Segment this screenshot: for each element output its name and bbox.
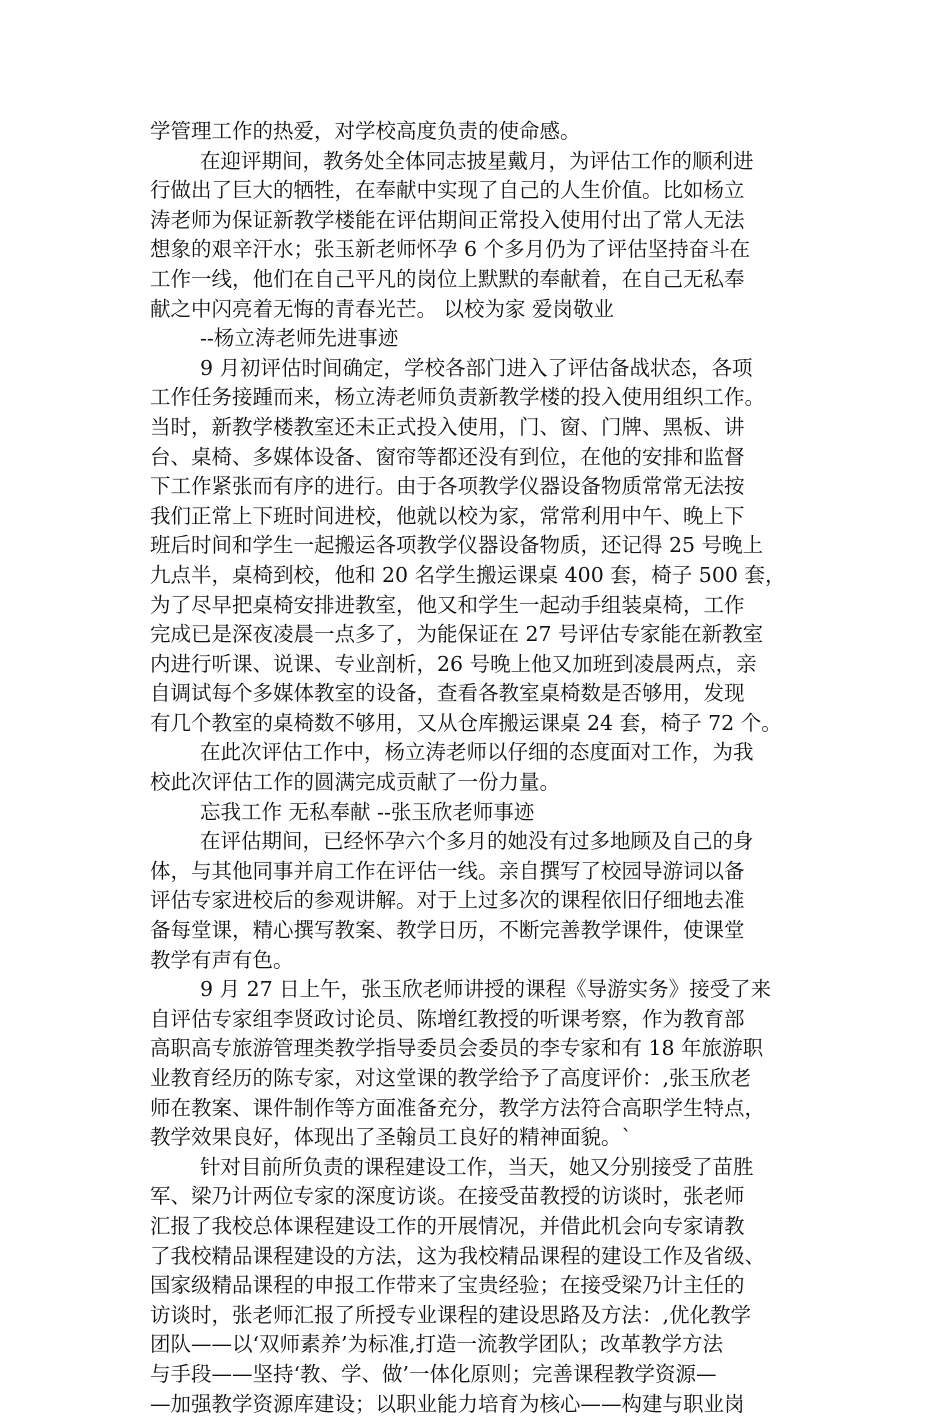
text-line: 台、桌椅、多媒体设备、窗帘等都还没有到位，在他的安排和监督: [150, 444, 745, 469]
text-line: 工作一线，他们在自己平凡的岗位上默默的奉献着，在自己无私奉: [150, 266, 745, 291]
text-line: 我们正常上下班时间进校，他就以校为家，常常利用中午、晚上下: [150, 503, 745, 528]
text-line: 涛老师为保证新教学楼能在评估期间正常投入使用付出了常人无法: [150, 207, 745, 232]
text-line: 汇报了我校总体课程建设工作的开展情况，并借此机会向专家请教: [150, 1213, 745, 1238]
text-line: 了我校精品课程建设的方法，这为我校精品课程的建设工作及省级、: [150, 1243, 765, 1268]
text-line: 完成已是深夜凌晨一点多了，为能保证在 27 号评估专家能在新教室: [150, 622, 764, 647]
text-line: 在此次评估工作中，杨立涛老师以仔细的态度面对工作，为我: [200, 740, 754, 765]
text-line: 业教育经历的陈专家，对这堂课的教学给予了高度评价：,张玉欣老: [150, 1066, 752, 1090]
text-line: 教学效果良好，体现出了圣翰员工良好的精神面貌。`: [150, 1125, 632, 1150]
text-line: 9 月初评估时间确定，学校各部门进入了评估备战状态，各项: [200, 355, 753, 380]
text-line: 有几个教室的桌椅数不够用，又从仓库搬运课桌 24 套，椅子 72 个。: [150, 710, 782, 735]
text-line: 团队——以‘双师素养’为标准,打造一流教学团队；改革教学方法: [150, 1332, 724, 1357]
text-line: --杨立涛老师先进事迹: [200, 326, 399, 351]
text-line: 访谈时，张老师汇报了所授专业课程的建设思路及方法：,优化教学: [150, 1302, 752, 1327]
text-line: 为了尽早把桌椅安排进教室，他又和学生一起动手组装桌椅，工作: [150, 592, 745, 617]
body-text: [150, 117, 810, 1419]
text-line: 师在教案、课件制作等方面准备充分，教学方法符合高职学生特点，: [150, 1095, 765, 1120]
text-line: 针对目前所负责的课程建设工作，当天，她又分别接受了苗胜: [200, 1154, 754, 1179]
text-line: 评估专家进校后的参观讲解。对于上过多次的课程依旧仔细地去准: [150, 888, 745, 913]
text-line: 备每堂课，精心撰写教案、教学日历，不断完善教学课件，使课堂: [150, 918, 745, 943]
text-line: 自评估专家组李贤政讨论员、陈增红教授的听课考察，作为教育部: [150, 1006, 745, 1031]
text-line: 高职高专旅游管理类教学指导委员会委员的李专家和有 18 年旅游职: [150, 1036, 764, 1061]
text-line: 忘我工作 无私奉献 --张玉欣老师事迹: [200, 799, 535, 824]
text-line: 与手段——坚持‘教、学、做’一体化原则；完善课程教学资源—: [150, 1361, 717, 1386]
text-line: —加强教学资源库建设；以职业能力培育为核心——构建与职业岗: [150, 1391, 745, 1416]
text-line: 工作任务接踵而来，杨立涛老师负责新教学楼的投入使用组织工作。: [150, 385, 765, 410]
text-line: 9 月 27 日上午，张玉欣老师讲授的课程《导游实务》接受了来: [200, 977, 772, 1002]
text-line: 下工作紧张而有序的进行。由于各项教学仪器设备物质常常无法按: [150, 474, 745, 499]
text-line: 学管理工作的热爱，对学校高度负责的使命感。: [150, 119, 581, 143]
text-line: 国家级精品课程的申报工作带来了宝贵经验；在接受梁乃计主任的: [150, 1273, 745, 1298]
text-line: 校此次评估工作的圆满完成贡献了一份力量。: [150, 770, 560, 795]
text-line: 在迎评期间，教务处全体同志披星戴月，为评估工作的顺利进: [200, 148, 754, 173]
text-line: 想象的艰辛汗水；张玉新老师怀孕 6 个多月仍为了评估坚持奋斗在: [150, 237, 751, 262]
text-line: 献之中闪亮着无悔的青春光芒。 以校为家 爱岗敬业: [150, 296, 615, 321]
text-line: 九点半，桌椅到校，他和 20 名学生搬运课桌 400 套，椅子 500 套，: [150, 562, 786, 587]
text-line: 在评估期间，已经怀孕六个多月的她没有过多地顾及自己的身: [200, 829, 754, 854]
text-line: 行做出了巨大的牺牲，在奉献中实现了自己的人生价值。比如杨立: [150, 178, 745, 203]
text-line: 内进行听课、说课、专业剖析，26 号晚上他又加班到凌晨两点，亲: [150, 651, 757, 676]
text-line: 体，与其他同事并肩工作在评估一线。亲自撰写了校园导游词以备: [150, 858, 745, 883]
text-line: 班后时间和学生一起搬运各项教学仪器设备物质，还记得 25 号晚上: [150, 533, 764, 558]
text-line: 自调试每个多媒体教室的设备，查看各教室桌椅数是否够用，发现: [150, 681, 745, 706]
text-line: 军、梁乃计两位专家的深度访谈。在接受苗教授的访谈时，张老师: [150, 1184, 745, 1209]
text-line: 教学有声有色。: [150, 947, 294, 972]
text-line: 当时，新教学楼教室还未正式投入使用，门、窗、门牌、黑板、讲: [150, 414, 745, 439]
